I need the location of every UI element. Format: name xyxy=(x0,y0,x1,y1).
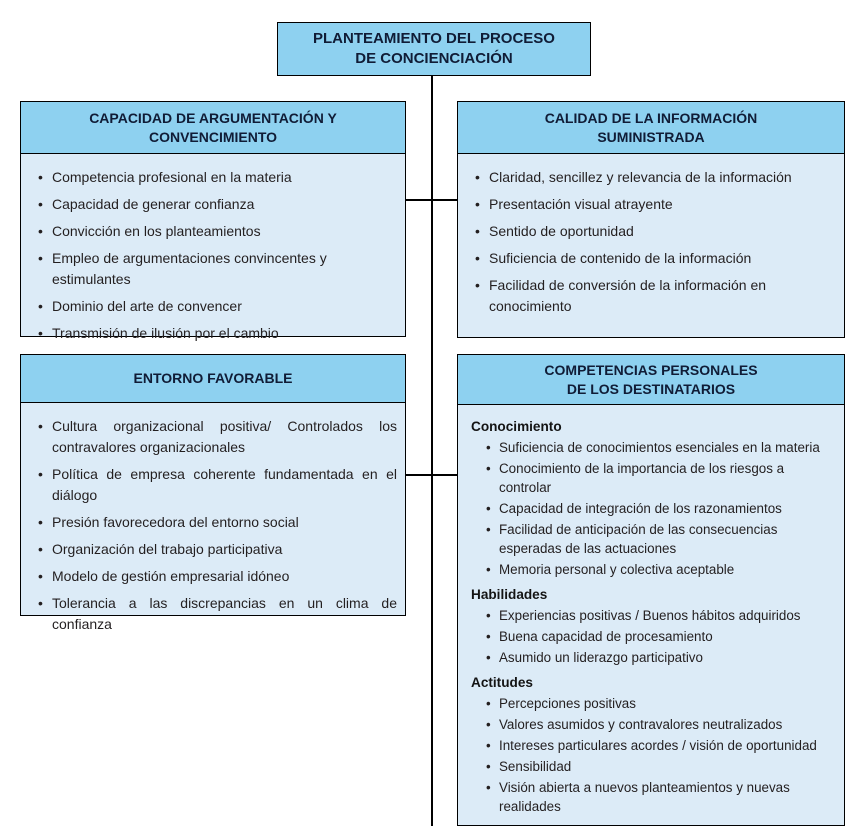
bullet-item: • Capacidad de integración de los razonamientos xyxy=(485,499,832,518)
box-header-calidad-informacion xyxy=(458,102,844,154)
bullet-item: • Capacidad de generar confianza xyxy=(37,194,397,215)
title-line: COMPETENCIAS PERSONALES xyxy=(544,361,758,378)
title-line: CONVENCIMIENTO xyxy=(148,128,278,145)
title-line: SUMINISTRADA xyxy=(597,128,705,145)
bullet-item: • Cultura organizacional positiva/ Controlados los contravalores organizacionales xyxy=(37,416,397,458)
title-line: CALIDAD DE LA INFORMACIÓN xyxy=(544,109,758,126)
box-body-competencias-personales xyxy=(458,405,844,816)
bullet-list xyxy=(458,154,844,317)
bullet-item: • Intereses particulares acordes / visión de oportunidad xyxy=(485,736,832,755)
title-line: DE LOS DESTINATARIOS xyxy=(566,380,736,397)
bullet-item: • Percepciones positivas xyxy=(485,694,832,713)
connector-horizontal-bottom xyxy=(406,474,457,476)
title-line: CAPACIDAD DE ARGUMENTACIÓN Y xyxy=(89,109,337,126)
bullet-item: • Transmisión de ilusión por el cambio xyxy=(37,323,397,344)
box-header-capacidad-argumentacion xyxy=(21,102,405,154)
bullet-item: • Convicción en los planteamientos xyxy=(37,221,397,242)
connector-horizontal-top xyxy=(406,199,457,201)
bullet-item: • Suficiencia de conocimientos esenciales en la materia xyxy=(485,438,832,457)
section-heading: Actitudes xyxy=(471,675,533,690)
bullet-item: • Memoria personal y colectiva aceptable xyxy=(485,560,832,579)
bullet-item: • Modelo de gestión empresarial idóneo xyxy=(37,566,397,587)
title-line: ENTORNO FAVORABLE xyxy=(133,370,293,386)
box-body-entorno-favorable xyxy=(21,403,405,635)
box-header-entorno-favorable xyxy=(21,355,405,403)
section-heading: Habilidades xyxy=(471,587,548,602)
bullet-item: • Valores asumidos y contravalores neutralizados xyxy=(485,715,832,734)
bullet-item: • Visión abierta a nuevos planteamientos y nuevas realidades xyxy=(485,778,832,816)
box-header-competencias-personales xyxy=(458,355,844,405)
bullet-item: • Presentación visual atrayente xyxy=(474,194,836,215)
box-competencias-personales xyxy=(457,354,845,826)
bullet-item: • Claridad, sencillez y relevancia de la información xyxy=(474,167,836,188)
bullet-list xyxy=(21,154,405,344)
section-heading: Conocimiento xyxy=(471,419,562,434)
root-box xyxy=(277,22,591,76)
bullet-item: • Competencia profesional en la materia xyxy=(37,167,397,188)
connector-vertical-line xyxy=(431,76,433,826)
title-line: PLANTEAMIENTO DEL PROCESO xyxy=(313,30,555,47)
box-body-calidad-informacion xyxy=(458,154,844,317)
box-body-capacidad-argumentacion xyxy=(21,154,405,344)
bullet-item: • Organización del trabajo participativa xyxy=(37,539,397,560)
bullet-item: • Dominio del arte de convencer xyxy=(37,296,397,317)
box-capacidad-argumentacion xyxy=(20,101,406,341)
bullet-list xyxy=(21,403,405,635)
bullet-item: • Asumido un liderazgo participativo xyxy=(485,648,832,667)
bullet-item: • Tolerancia a las discrepancias en un clima de confianza xyxy=(37,593,397,635)
bullet-list xyxy=(471,606,838,667)
bullet-item: • Experiencias positivas / Buenos hábitos adquiridos xyxy=(485,606,832,625)
bullet-item: • Facilidad de conversión de la información en conocimiento xyxy=(474,275,836,317)
title-line: DE CONCIENCIACIÓN xyxy=(355,50,513,67)
bullet-list xyxy=(471,438,838,579)
box-calidad-informacion xyxy=(457,101,845,338)
bullet-item: • Sentido de oportunidad xyxy=(474,221,836,242)
bullet-list xyxy=(471,694,838,816)
bullet-item: • Presión favorecedora del entorno social xyxy=(37,512,397,533)
bullet-item: • Sensibilidad xyxy=(485,757,832,776)
bullet-item: • Conocimiento de la importancia de los riesgos a controlar xyxy=(485,459,832,497)
box-entorno-favorable xyxy=(20,354,406,632)
bullet-item: • Buena capacidad de procesamiento xyxy=(485,627,832,646)
bullet-item: • Empleo de argumentaciones convincentes y estimulantes xyxy=(37,248,397,290)
bullet-item: • Política de empresa coherente fundamentada en el diálogo xyxy=(37,464,397,506)
root-title xyxy=(313,29,555,69)
bullet-item: • Suficiencia de contenido de la información xyxy=(474,248,836,269)
bullet-item: • Facilidad de anticipación de las consecuencias esperadas de las actuaciones xyxy=(485,520,832,558)
